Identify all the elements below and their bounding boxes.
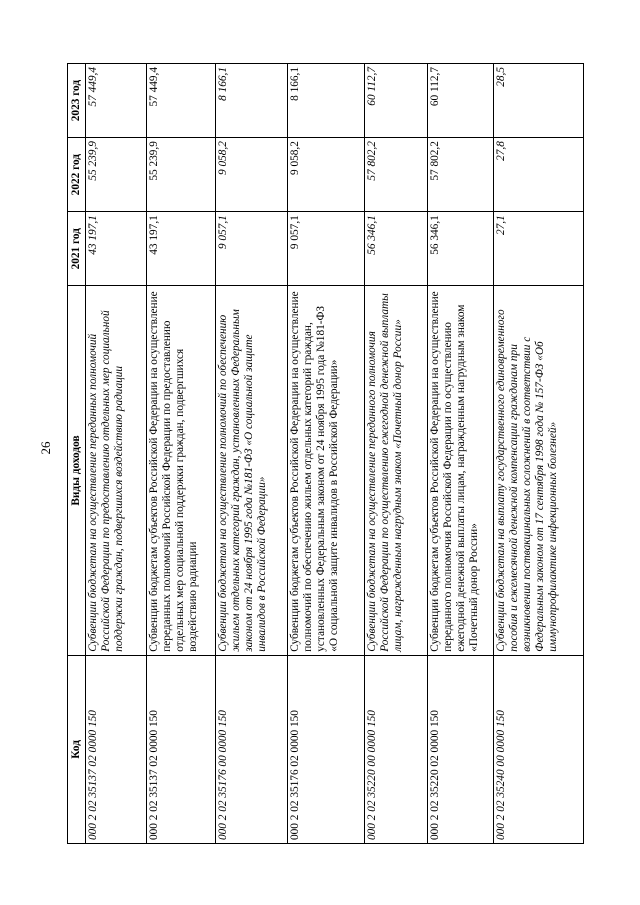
row-value-2023: 8 166,1 — [216, 64, 288, 138]
row-value-2021: 27,1 — [494, 212, 584, 286]
row-name: Субвенции бюджетам субъектов Российской Федерации на осуществление переданного полномочия Российской Федерации по осуществлению ежегодной денежной выплаты лицам, награжденным нагрудным знаком «Почетный донор России» — [428, 286, 494, 655]
row-value-2023: 57 449,4 — [147, 64, 216, 138]
row-value-2021: 9 057,1 — [216, 212, 288, 286]
row-code: 000 2 02 35176 02 0000 150 — [288, 655, 365, 843]
table-row — [428, 64, 494, 844]
row-code: 000 2 02 35137 02 0000 150 — [147, 655, 216, 843]
row-value-2021: 56 346,1 — [428, 212, 494, 286]
header-2023: 2023 год — [68, 64, 86, 138]
row-value-2023: 60 112,7 — [428, 64, 494, 138]
row-value-2022: 55 239,9 — [147, 138, 216, 212]
header-code: Код — [68, 655, 86, 843]
row-value-2022: 9 058,2 — [216, 138, 288, 212]
row-name: Субвенции бюджетам на выплату государственного единовременного пособия и ежемесячной денежной компенсации гражданам при возникновении поствакцинальных осложнений в соответствии с Федеральным законом от 17 сентября 1998 года № 157-ФЗ «Об иммунопрофилактике инфекционных болезней» — [494, 286, 584, 655]
row-value-2022: 9 058,2 — [288, 138, 365, 212]
table-row — [216, 64, 288, 844]
row-name: Субвенции бюджетам субъектов Российской Федерации на осуществление полномочий по обеспечению жильем отдельных категорий граждан, установленных Федеральным законом от 24 ноября 1995 года №181-ФЗ «О социальной защите инвалидов в Российской Федерации» — [288, 286, 365, 655]
page-number: 26 — [38, 441, 53, 455]
row-value-2021: 9 057,1 — [288, 212, 365, 286]
row-code: 000 2 02 35220 00 0000 150 — [365, 655, 428, 843]
row-code: 000 2 02 35176 00 0000 150 — [216, 655, 288, 843]
table-row — [494, 64, 584, 844]
rotated-table-container — [67, 63, 581, 844]
row-name: Субвенции бюджетам на осуществление переданного полномочия Российской Федерации по осуществлению ежегодной денежной выплаты лицам, награжденным нагрудным знаком «Почетный донор России» — [365, 286, 428, 655]
table-row — [365, 64, 428, 844]
row-value-2023: 8 166,1 — [288, 64, 365, 138]
table-row — [86, 64, 147, 844]
row-value-2023: 28,5 — [494, 64, 584, 138]
table-header-row — [68, 64, 86, 844]
row-value-2021: 56 346,1 — [365, 212, 428, 286]
header-2021: 2021 год — [68, 212, 86, 286]
row-value-2021: 43 197,1 — [86, 212, 147, 286]
row-value-2022: 55 239,9 — [86, 138, 147, 212]
row-name: Субвенции бюджетам субъектов Российской Федерации на осуществление переданных полномочий Российской Федерации по предоставлению отдельных мер социальной поддержки граждан, подвергшихся воздействию радиации — [147, 286, 216, 655]
row-value-2023: 60 112,7 — [365, 64, 428, 138]
row-code: 000 2 02 35240 00 0000 150 — [494, 655, 584, 843]
row-code: 000 2 02 35137 02 0000 150 — [86, 655, 147, 843]
row-value-2021: 43 197,1 — [147, 212, 216, 286]
row-name: Субвенции бюджетам на осуществление переданных полномочий Российской Федерации по предоставлению отдельных мер социальной поддержки граждан, подвергшихся воздействию радиации — [86, 286, 147, 655]
row-value-2022: 57 802,2 — [428, 138, 494, 212]
row-name: Субвенции бюджетам на осуществление полномочий по обеспечению жильем отдельных категорий граждан, установленных Федеральным законом от 24 ноября 1995 года №181-ФЗ «О социальной защите инвалидов в Российской Федерации» — [216, 286, 288, 655]
row-value-2022: 27,8 — [494, 138, 584, 212]
table-row — [288, 64, 365, 844]
header-name: Виды доходов — [68, 286, 86, 655]
row-code: 000 2 02 35220 02 0000 150 — [428, 655, 494, 843]
row-value-2023: 57 449,4 — [86, 64, 147, 138]
row-value-2022: 57 802,2 — [365, 138, 428, 212]
table-row — [147, 64, 216, 844]
revenue-table — [67, 63, 584, 844]
header-2022: 2022 год — [68, 138, 86, 212]
